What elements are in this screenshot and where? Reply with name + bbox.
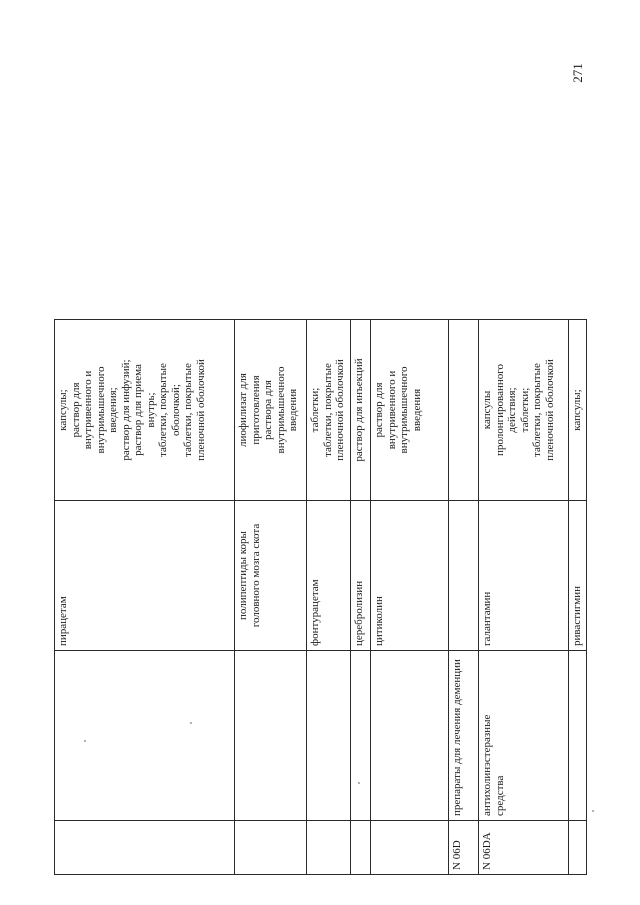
atc-code-cell: N 06DA	[479, 821, 569, 875]
drug-name-cell: фонтурацетам	[307, 501, 351, 651]
table-row	[351, 320, 371, 875]
drug-group-cell	[351, 651, 371, 821]
dosage-forms-cell: таблетки; таблетки, покрытые пленочной оболочкой	[307, 320, 351, 501]
drug-name-cell: галантамин	[479, 501, 569, 651]
drug-name-cell	[449, 501, 479, 651]
drug-group-cell	[307, 651, 351, 821]
atc-code-cell	[569, 821, 587, 875]
drug-name-cell: ривастигмин	[569, 501, 587, 651]
table-row	[479, 320, 569, 875]
atc-code-cell	[307, 821, 351, 875]
dosage-forms-cell: раствор для инъекций	[351, 320, 371, 501]
table-row	[55, 320, 235, 875]
table-row	[449, 320, 479, 875]
drug-group-cell: антихолинэстеразные средства	[479, 651, 569, 821]
atc-code-cell	[55, 821, 235, 875]
dosage-forms-cell: раствор для внутривенного и внутримышечного введения	[371, 320, 449, 501]
dosage-forms-cell: капсулы; раствор для внутривенного и внутримышечного введения; раствор для инфузий; раствор для приема внутрь; таблетки, покрытые оболочкой; таблетки, покрытые пленочной оболочкой	[55, 320, 235, 501]
table-row	[307, 320, 351, 875]
atc-code-cell: N 06D	[449, 821, 479, 875]
drug-group-cell	[55, 651, 235, 821]
dosage-forms-cell: капсулы;	[569, 320, 587, 501]
drug-name-cell: полипептиды коры головного мозга скота	[235, 501, 307, 651]
scan-speck	[592, 810, 594, 812]
dosage-forms-cell: лиофилизат для приготовления раствора для внутримышечного введения	[235, 320, 307, 501]
table-row	[569, 320, 587, 875]
drug-name-cell: цитиколин	[371, 501, 449, 651]
table-row	[235, 320, 307, 875]
drug-name-cell: пирацетам	[55, 501, 235, 651]
table-row	[371, 320, 449, 875]
drug-group-cell	[235, 651, 307, 821]
dosage-forms-cell: капсулы пролонгированного действия; таблетки; таблетки, покрытые пленочной оболочкой	[479, 320, 569, 501]
drug-table	[54, 319, 587, 875]
atc-code-cell	[371, 821, 449, 875]
atc-code-cell	[235, 821, 307, 875]
drug-name-cell: церебролизин	[351, 501, 371, 651]
atc-code-cell	[351, 821, 371, 875]
drug-table-container	[54, 320, 583, 875]
drug-group-cell	[371, 651, 449, 821]
dosage-forms-cell	[449, 320, 479, 501]
page-number: 271	[570, 63, 585, 83]
drug-group-cell	[569, 651, 587, 821]
drug-group-cell: препараты для лечения деменции	[449, 651, 479, 821]
